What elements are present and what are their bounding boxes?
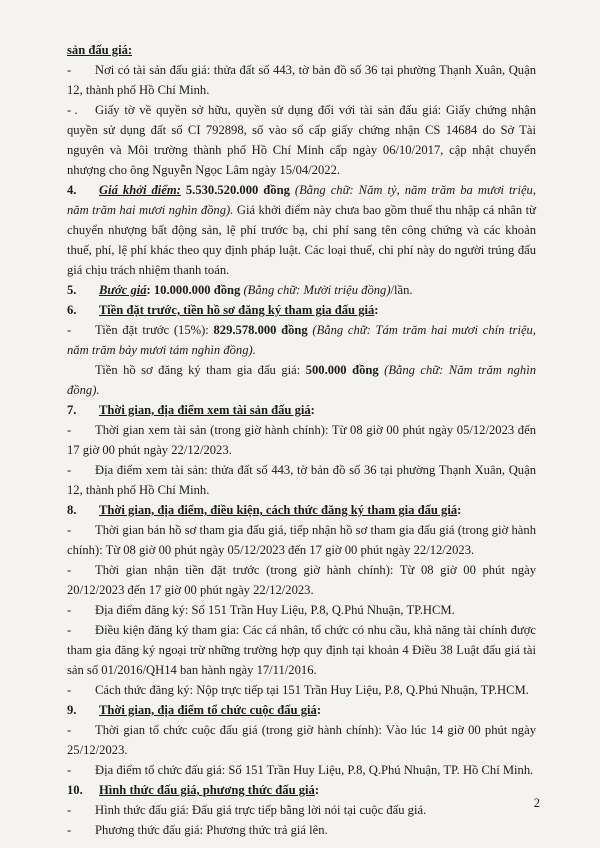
section-title: Thời gian, địa điểm xem tài sản đấu giá: [99, 403, 311, 417]
fee-label: Tiền hồ sơ đăng ký tham gia đấu giá:: [95, 363, 306, 377]
section-number: 9.: [67, 703, 77, 717]
section-8-heading: [67, 500, 536, 520]
starting-price-note: Giá khởi điểm này chưa bao gồm thuế thu nhập cá nhân từ chuyển nhượng bất động sản, lệ phí trước bạ, chi phí sang tên công chứng và các khoản thuế, phí, lệ phí khác theo quy định pháp luật. Các loại thuế, chi phí này do người trúng đấu giá chịu trách nhiệm thanh toán.: [67, 203, 536, 277]
item-text: Địa điểm đăng ký: Số 151 Trần Huy Liệu, P.8, Q.Phú Nhuận, TP.HCM.: [95, 603, 455, 617]
asset-location-text: Nơi có tài sản đấu giá: thửa đất số 443, tờ bản đồ số 36 tại phường Thạnh Xuân, Quận 12, thành phố Hồ Chí Minh.: [67, 63, 536, 97]
asset-location-item: [67, 60, 536, 100]
colon: :: [374, 303, 379, 317]
bullet-dash: -: [67, 423, 72, 437]
deposit-item: [67, 320, 536, 360]
fee-amount: 500.000 đồng: [305, 363, 379, 377]
bullet-dash: -: [67, 603, 72, 617]
ownership-docs-item: [67, 100, 536, 180]
section-title: Bước giá: [99, 283, 147, 297]
section-header-continued: sản đấu giá:: [67, 43, 133, 57]
fee-words: (Bằng chữ: Năm trăm nghìn đồng).: [67, 363, 536, 397]
bullet-dash: -: [67, 683, 72, 697]
bullet-dash: -: [67, 823, 72, 837]
section-6-heading: [67, 300, 536, 320]
bullet-dash: -: [67, 463, 72, 477]
list-item: [67, 560, 536, 600]
bid-step-amount: : 10.000.000 đồng: [146, 283, 241, 297]
bid-step-tail: /lần.: [390, 283, 413, 297]
bullet-dash: -: [67, 563, 72, 577]
deposit-label: Tiền đặt trước (15%):: [95, 323, 214, 337]
list-item: [67, 720, 536, 760]
deposit-words: (Bằng chữ: Tám trăm hai mươi chín triệu, năm trăm bảy mươi tám nghìn đồng).: [67, 323, 536, 357]
list-item: [67, 600, 536, 620]
item-text: Điều kiện đăng ký tham gia: Các cá nhân, tổ chức có nhu cầu, khả năng tài chính được tham gia đăng ký ngoại trừ những trường hợp quy định tại khoản 4 Điều 38 Luật đấu giá tài sản số 01/2016/QH14 ban hành ngày 17/11/2016.: [67, 623, 536, 677]
deposit-amount: 829.578.000 đồng: [213, 323, 308, 337]
bullet-dash: -: [67, 523, 72, 537]
fee-item: [67, 360, 536, 400]
colon: :: [457, 503, 462, 517]
section-10-heading: [67, 780, 536, 800]
section-9-heading: [67, 700, 536, 720]
list-item: [67, 460, 536, 500]
section-number: 6.: [67, 303, 77, 317]
item-text: Cách thức đăng ký: Nộp trực tiếp tại 151 Trần Huy Liệu, P.8, Q.Phú Nhuận, TP.HCM.: [95, 683, 529, 697]
section-5: [67, 280, 536, 300]
item-text: Hình thức đấu giá: Đấu giá trực tiếp bằng lời nói tại cuộc đấu giá.: [95, 803, 427, 817]
item-text: Thời gian tổ chức cuộc đấu giá (trong giờ hành chính): Vào lúc 14 giờ 00 phút ngày 25/12/2023.: [67, 723, 536, 757]
section-title: Tiền đặt trước, tiền hồ sơ đăng ký tham gia đấu giá: [99, 303, 375, 317]
section-title: Giá khởi điểm:: [99, 183, 181, 197]
item-text: Địa điểm xem tài sản: thửa đất số 443, tờ bản đồ số 36 tại phường Thạnh Xuân, Quận 12, thành phố Hồ Chí Minh.: [67, 463, 536, 497]
section-number: 5.: [67, 283, 77, 297]
colon: :: [310, 403, 315, 417]
item-text: Thời gian bán hồ sơ tham gia đấu giá, tiếp nhận hồ sơ tham gia đấu giá (trong giờ hành chính): Từ 08 giờ 00 phút ngày 05/12/2023 đến 17 giờ 00 phút ngày 22/12/2023.: [67, 523, 536, 557]
starting-price-words: (Bằng chữ: Năm tỷ, năm trăm ba mươi triệu, năm trăm hai mươi nghìn đồng).: [67, 183, 536, 217]
section-number: 8.: [67, 503, 77, 517]
section-number: 7.: [67, 403, 77, 417]
starting-price-amount: 5.530.520.000 đồng: [185, 183, 290, 197]
bullet-dash: -: [67, 623, 72, 637]
section-title: Thời gian, địa điểm, điều kiện, cách thức đăng ký tham gia đấu giá: [99, 503, 458, 517]
list-item: [67, 520, 536, 560]
item-text: Thời gian nhận tiền đặt trước (trong giờ hành chính): Từ 08 giờ 00 phút ngày 20/12/2023 đến 17 giờ 00 phút ngày 22/12/2023.: [67, 563, 536, 597]
list-item: [67, 820, 536, 840]
section-number: 10.: [67, 783, 83, 797]
colon: :: [316, 703, 322, 717]
item-text: Phương thức đấu giá: Phương thức trả giá lên.: [95, 823, 328, 837]
bullet-dash: -: [67, 723, 72, 737]
bullet-dash: -: [67, 803, 72, 817]
bullet-dash: -: [67, 63, 72, 77]
bullet-dash: -: [67, 323, 72, 337]
list-item: [67, 420, 536, 460]
section-7-heading: [67, 400, 536, 420]
bid-step-words: (Bằng chữ: Mười triệu đồng): [243, 283, 391, 297]
bullet-dash: -: [67, 763, 72, 777]
section-4: [67, 180, 536, 280]
page-number: 2: [533, 796, 540, 810]
item-text: Địa điểm tổ chức đấu giá: Số 151 Trần Huy Liệu, P.8, Q.Phú Nhuận, TP. Hồ Chí Minh.: [95, 763, 534, 777]
section-title: Hình thức đấu giá, phương thức đấu giá: [99, 783, 315, 797]
list-item: [67, 800, 536, 820]
section-title: Thời gian, địa điểm tổ chức cuộc đấu giá: [99, 703, 317, 717]
list-item: [67, 680, 536, 700]
list-item: [67, 620, 536, 680]
section-number: 4.: [67, 183, 77, 197]
bullet-dash: - .: [67, 103, 78, 117]
list-item: [67, 760, 536, 780]
ownership-docs-text: Giấy tờ về quyền sở hữu, quyền sử dụng đối với tài sản đấu giá: Giấy chứng nhận quyền sử dụng đất số CI 792898, số vào sổ cấp giấy chứng nhận CS 14684 do Sở Tài nguyên và Môi trường thành phố Hồ Chí Minh cấp ngày 06/10/2017, cập nhật chuyển nhượng cho ông Nguyễn Ngọc Lâm ngày 15/04/2022.: [67, 103, 536, 177]
item-text: Thời gian xem tài sản (trong giờ hành chính): Từ 08 giờ 00 phút ngày 05/12/2023 đến 17 giờ 00 phút ngày 22/12/2023.: [67, 423, 536, 457]
colon: :: [314, 783, 320, 797]
